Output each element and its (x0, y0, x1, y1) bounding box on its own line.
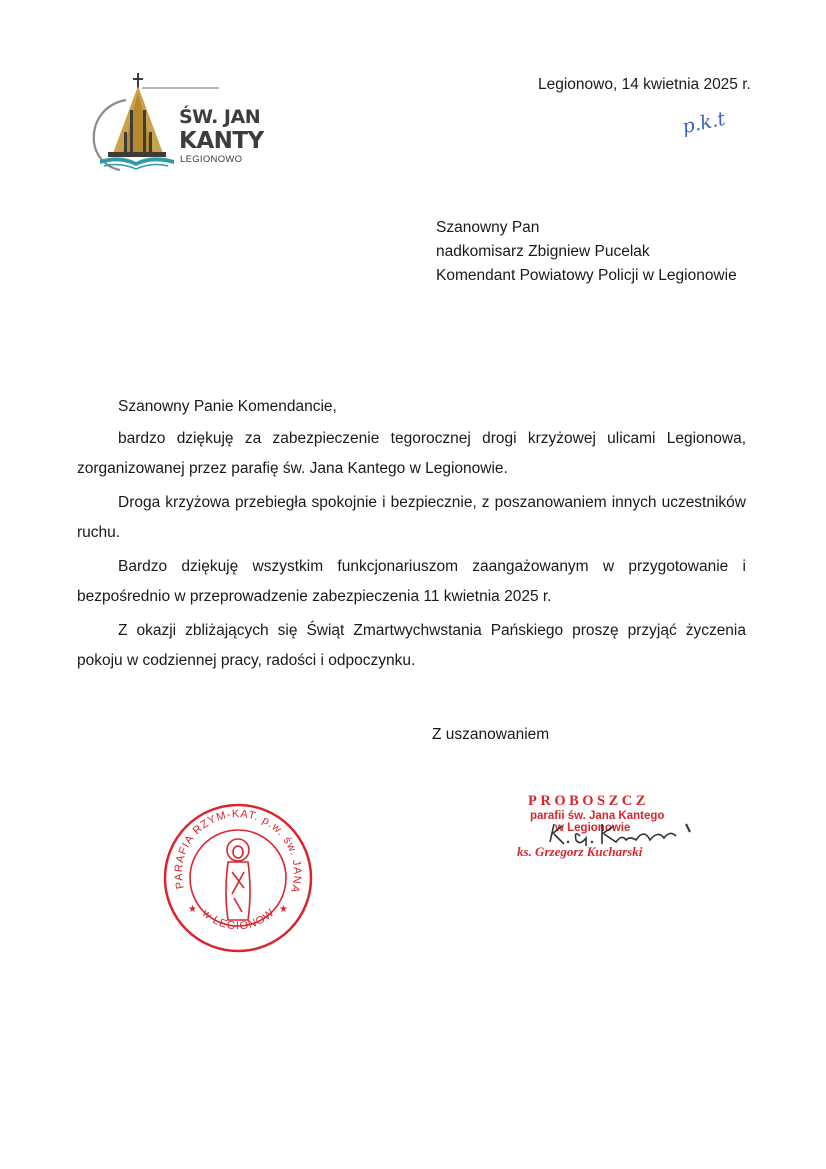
recipient-address (436, 216, 737, 288)
paragraph: Droga krzyżowa przebiegła spokojnie i bezpiecznie, z poszanowaniem innych uczestników ruchu. (77, 494, 746, 541)
stamp-line: parafii św. Jana Kantego (530, 810, 665, 822)
letter-body (77, 392, 746, 680)
round-stamp-bottom-text: w LEGIONOW (199, 906, 278, 933)
recipient-line: Szanowny Pan (436, 219, 540, 236)
round-stamp-icon (162, 802, 314, 954)
handwritten-signature (540, 812, 715, 862)
paragraph: Z okazji zbliżających się Świąt Zmartwychwstania Pańskiego proszę przyjąć życzenia pokoju w codziennej pracy, radości i odpoczynku. (77, 622, 746, 669)
logo-title-line1: ŚW. JAN (179, 106, 261, 128)
parish-logo (82, 70, 262, 180)
logo-subtitle: LEGIONOWO (180, 154, 243, 165)
logo-title-line2: KANTY (179, 128, 264, 154)
stamp-line: w Legionowie (555, 822, 631, 834)
svg-text:★: ★ (279, 904, 288, 915)
round-stamp-text: PARAFIA RZYM-KAT. p.w. św. JANA (172, 808, 304, 895)
signature-icon (540, 812, 715, 857)
parish-round-stamp (162, 802, 314, 954)
svg-text:★: ★ (188, 904, 197, 915)
handwritten-note: p.k.t (680, 107, 728, 139)
closing-phrase: Z uszanowaniem (432, 726, 550, 743)
stamp-name: ks. Grzegorz Kucharski (517, 844, 643, 859)
paragraph: Bardzo dziękuję wszystkim funkcjonariuszom zaangażowanym w przygotowanie i bezpośrednio w przeprowadzenie zabezpieczenia 11 kwietnia 2025 r. (77, 558, 746, 605)
salutation: Szanowny Panie Komendancie, (118, 398, 337, 415)
svg-text:PARAFIA RZYM-KAT. p.w. św. JAN (162, 802, 303, 894)
paragraph: bardzo dziękuję za zabezpieczenie tegorocznej drogi krzyżowej ulicami Legionowa, zorganizowanej przez parafię św. Jana Kantego w Legionowie. (77, 430, 746, 477)
recipient-line: Komendant Powiatowy Policji w Legionowie (436, 267, 737, 284)
recipient-line: nadkomisarz Zbigniew Pucelak (436, 243, 650, 260)
letter-date: Legionowo, 14 kwietnia 2025 r. (538, 76, 751, 93)
stamp-title: PROBOSZCZ (528, 793, 649, 809)
